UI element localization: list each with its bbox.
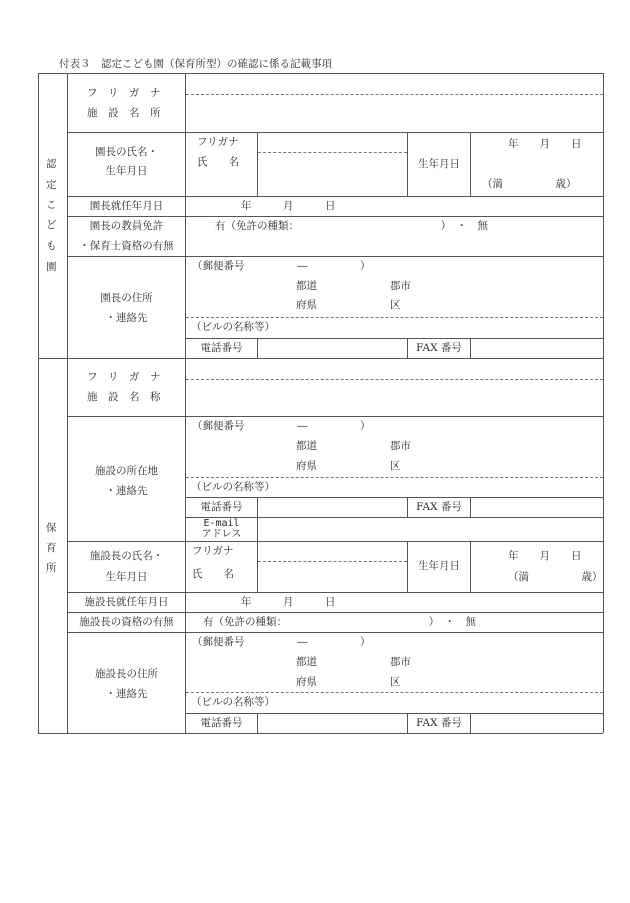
postal-code-field[interactable]: （郵便番号 ― ） — [192, 636, 371, 648]
cell-divider — [470, 541, 471, 592]
row-divider — [67, 196, 603, 197]
fax-input[interactable] — [471, 714, 603, 733]
prefecture-label-2: 府県 — [296, 460, 317, 472]
prefecture-label: 都道 — [296, 280, 317, 292]
row-divider — [67, 216, 603, 217]
director-furigana-input[interactable] — [258, 542, 407, 561]
side-label-char: 所 — [46, 562, 57, 574]
table-border-bottom — [38, 733, 603, 734]
building-name-field[interactable]: （ビルの名称等） — [191, 481, 275, 493]
postal-code-field[interactable]: （郵便番号 ― ） — [192, 420, 371, 432]
side-label-char: 保 — [46, 522, 57, 534]
director-name-input[interactable] — [258, 153, 407, 196]
name-small-label: 氏 名 — [197, 156, 239, 168]
email-input[interactable] — [258, 518, 603, 541]
prefecture-label-2: 府県 — [296, 676, 317, 688]
email-label: E-mail — [203, 518, 240, 529]
phone-input[interactable] — [258, 498, 407, 517]
director-birthdate-label: 生年月日 — [105, 571, 148, 583]
appointment-label: 施設長就任年月日 — [84, 596, 169, 608]
table-border-left — [38, 73, 39, 733]
side-label-char: 定 — [46, 179, 57, 191]
email-label-2: アドレス — [201, 529, 242, 540]
phone-label: 電話番号 — [200, 717, 243, 729]
side-label-char: 認 — [46, 158, 57, 170]
address-label: 園長の住所 — [100, 292, 153, 304]
appointment-label: 園長就任年月日 — [89, 200, 164, 212]
license-label: 園長の教員免許 — [89, 220, 164, 232]
director-birthdate-label: 生年月日 — [105, 165, 148, 177]
postal-code-field[interactable]: （郵便番号 ― ） — [192, 260, 371, 272]
birthdate-ymd[interactable]: 年 月 日 — [508, 550, 582, 562]
director-name-input[interactable] — [258, 562, 407, 592]
phone-input[interactable] — [258, 714, 407, 733]
address-dashed-line — [186, 692, 603, 693]
address-label: 施設長の住所 — [95, 668, 158, 680]
furigana-label: フ リ ガ ナ — [87, 371, 161, 383]
table-border-right — [603, 73, 604, 733]
building-name-field[interactable]: （ビルの名称等） — [191, 321, 275, 333]
location-label-2: ・連絡先 — [105, 485, 148, 497]
fax-input[interactable] — [471, 339, 603, 358]
director-name-label: 園長の氏名・ — [95, 146, 158, 158]
birthdate-ymd[interactable]: 年 月 日 — [508, 138, 582, 150]
appointment-date[interactable]: 年 月 日 — [241, 200, 336, 212]
ward-label: 区 — [390, 676, 401, 688]
name-small-label: 氏 名 — [192, 568, 234, 580]
prefecture-label: 都道 — [296, 440, 317, 452]
license-value[interactable]: 有（免許の種類： ） ・ 無 — [215, 220, 488, 232]
facility-furigana-input[interactable] — [186, 74, 603, 94]
director-name-label: 施設長の氏名・ — [89, 550, 164, 562]
fax-input[interactable] — [471, 498, 603, 517]
address-dashed-line — [186, 477, 603, 478]
furigana-label: フ リ ガ ナ — [87, 87, 161, 99]
side-label-char: 育 — [46, 542, 57, 554]
facility-name-label: 施 設 名 所 — [87, 107, 161, 119]
birthdate-label: 生年月日 — [418, 560, 460, 572]
phone-input[interactable] — [258, 339, 407, 358]
birthdate-label: 生年月日 — [418, 158, 460, 170]
side-label-char: ど — [46, 219, 57, 231]
row-divider — [67, 416, 603, 417]
fax-label: FAX 番号 — [416, 501, 462, 513]
row-divider — [67, 256, 603, 257]
address-label-2: ・連絡先 — [105, 312, 148, 324]
side-label-char: 園 — [46, 261, 57, 273]
address-label-2: ・連絡先 — [105, 688, 148, 700]
ward-label: 区 — [390, 299, 401, 311]
facility-furigana-input[interactable] — [186, 359, 603, 379]
row-divider — [67, 632, 603, 633]
side-label-char: も — [46, 240, 57, 252]
city-label: 郡市 — [390, 656, 411, 668]
row-divider — [67, 592, 603, 593]
facility-name-input[interactable] — [186, 95, 603, 132]
phone-label: 電話番号 — [200, 342, 243, 354]
furigana-small-label: フリガナ — [192, 545, 234, 557]
location-label: 施設の所在地 — [95, 465, 158, 477]
side-label-char: こ — [46, 199, 57, 211]
director-furigana-input[interactable] — [258, 133, 407, 152]
furigana-small-label: フリガナ — [197, 136, 239, 148]
prefecture-label: 都道 — [296, 656, 317, 668]
age-field[interactable]: （満 歳） — [508, 571, 603, 583]
appointment-date[interactable]: 年 月 日 — [241, 596, 336, 608]
city-label: 郡市 — [390, 280, 411, 292]
document-title: 付表３ 認定こども園（保育所型）の確認に係る記載事項 — [59, 58, 332, 70]
facility-name-label: 施 設 名 称 — [87, 391, 161, 403]
fax-label: FAX 番号 — [416, 717, 462, 729]
cell-divider — [470, 132, 471, 196]
address-dashed-line — [186, 317, 603, 318]
city-label: 郡市 — [390, 440, 411, 452]
qualification-label: 施設長の資格の有無 — [79, 616, 174, 628]
age-field[interactable]: （満 歳） — [482, 178, 577, 190]
prefecture-label-2: 府県 — [296, 299, 317, 311]
qualification-value[interactable]: 有（免許の種類： ） ・ 無 — [203, 616, 476, 628]
license-label-2: ・保育士資格の有無 — [79, 240, 174, 252]
fax-label: FAX 番号 — [416, 342, 462, 354]
ward-label: 区 — [390, 460, 401, 472]
phone-label: 電話番号 — [200, 501, 243, 513]
facility-name-input[interactable] — [186, 380, 603, 416]
row-divider — [67, 612, 603, 613]
building-name-field[interactable]: （ビルの名称等） — [191, 696, 275, 708]
